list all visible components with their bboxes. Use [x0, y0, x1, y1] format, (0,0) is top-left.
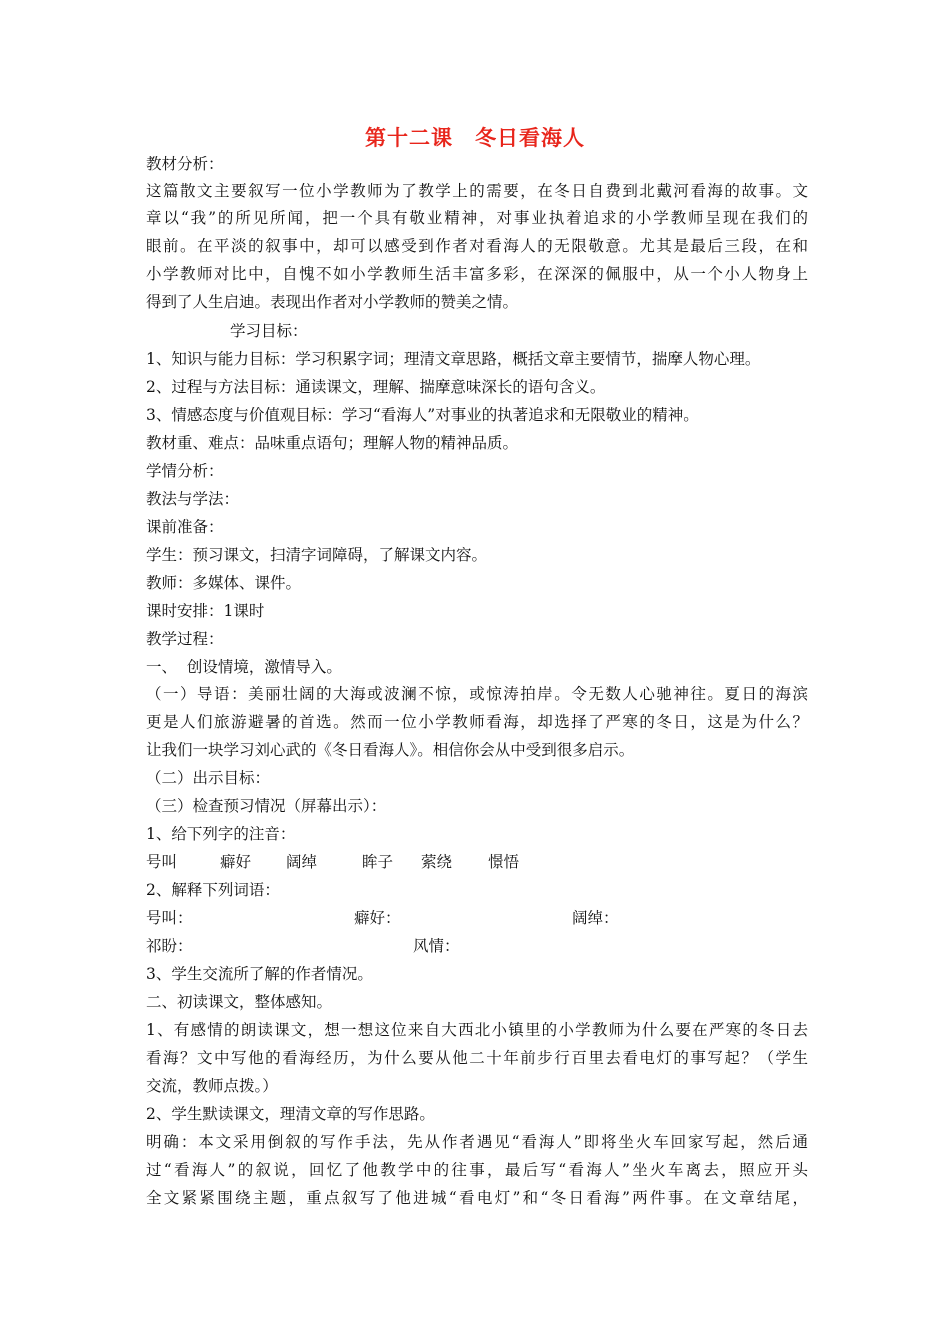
heading-material-analysis: 教材分析：	[146, 155, 224, 173]
pinyin-word: 癖好	[220, 853, 252, 871]
paragraph-line: 看海？文中写他的看海经历，为什么要从他二十年前步行百里去看电灯的事写起？（学生	[146, 1049, 808, 1067]
define-word: 号叫：	[146, 909, 193, 927]
task-item: 3、学生交流所了解的作者情况。	[146, 965, 373, 983]
teacher-prep: 教师：多媒体、课件。	[146, 574, 302, 592]
pinyin-word: 憬悟	[488, 853, 520, 871]
student-prep: 学生：预习课文，扫清字词障碍，了解课文内容。	[146, 546, 488, 564]
section-heading: 二、初读课文，整体感知。	[146, 993, 333, 1011]
define-word: 风情：	[413, 937, 460, 955]
heading-preparation: 课前准备：	[146, 518, 224, 536]
heading-methods: 教法与学法：	[146, 490, 240, 508]
subsection-heading: （三）检查预习情况（屏幕出示）：	[146, 797, 387, 815]
task-item: 2、解释下列词语：	[146, 881, 280, 899]
paragraph-line: 眼前。在平淡的叙事中，却可以感受到作者对看海人的无限敬意。尤其是最后三段，在和	[146, 237, 808, 255]
paragraph-line: 章以“我”的所见所闻，把一个具有敬业精神，对事业执着追求的小学教师呈现在我们的	[146, 209, 808, 227]
paragraph-line: 明确：本文采用倒叙的写作手法，先从作者遇见“看海人”即将坐火车回家写起，然后通	[146, 1133, 808, 1151]
section-heading: 一、 创设情境，激情导入。	[146, 658, 342, 676]
paragraph-line: 更是人们旅游避暑的首选。然而一位小学教师看海，却选择了严寒的冬日，这是为什么？	[146, 713, 808, 731]
goal-item: 1、知识与能力目标：学习积累字词；理清文章思路，概括文章主要情节，揣摩人物心理。	[146, 350, 761, 368]
pinyin-word: 眸子	[362, 853, 394, 871]
define-word: 癖好：	[354, 909, 401, 927]
pinyin-word: 号叫	[146, 853, 178, 871]
paragraph-line: 这篇散文主要叙写一位小学教师为了教学上的需要，在冬日自费到北戴河看海的故事。文	[146, 182, 808, 200]
paragraph-line: 全文紧紧围绕主题，重点叙写了他进城“看电灯”和“冬日看海”两件事。在文章结尾，	[146, 1189, 808, 1207]
subsection-heading: （二）出示目标：	[146, 769, 271, 787]
paragraph-line: 交流，教师点拨。）	[146, 1077, 278, 1095]
goal-item: 2、过程与方法目标：通读课文，理解、揣摩意味深长的语句含义。	[146, 378, 606, 396]
heading-student-analysis: 学情分析：	[146, 462, 224, 480]
paragraph-line: 1、有感情的朗读课文，想一想这位来自大西北小镇里的小学教师为什么要在严寒的冬日去	[146, 1021, 808, 1039]
paragraph-line: 让我们一块学习刘心武的《冬日看海人》。相信你会从中受到很多启示。	[146, 741, 635, 759]
paragraph-line: （一）导语：美丽壮阔的大海或波澜不惊，或惊涛拍岸。令无数人心驰神往。夏日的海滨	[146, 685, 808, 703]
paragraph-line: 得到了人生启迪。表现出作者对小学教师的赞美之情。	[146, 293, 519, 311]
heading-process: 教学过程：	[146, 630, 224, 648]
key-points: 教材重、难点：品味重点语句；理解人物的精神品质。	[146, 434, 519, 452]
lesson-title: 第十二课 冬日看海人	[365, 125, 585, 150]
paragraph-line: 小学教师对比中，自愧不如小学教师生活丰富多彩，在深深的佩服中，从一个小人物身上	[146, 265, 808, 283]
paragraph-line: 过“看海人”的叙说，回忆了他教学中的往事，最后写“看海人”坐火车离去，照应开头	[146, 1161, 808, 1179]
task-item: 2、学生默读课文，理清文章的写作思路。	[146, 1105, 435, 1123]
pinyin-word: 萦绕	[421, 853, 453, 871]
task-item: 1、给下列字的注音：	[146, 825, 296, 843]
heading-learning-goals: 学习目标：	[230, 322, 308, 340]
goal-item: 3、情感态度与价值观目标：学习“看海人”对事业的执著追求和无限敬业的精神。	[146, 406, 699, 424]
pinyin-word: 阔绰	[286, 853, 318, 871]
define-word: 祁盼：	[146, 937, 193, 955]
define-word: 阔绰：	[572, 909, 619, 927]
class-hours: 课时安排：1课时	[146, 602, 265, 620]
